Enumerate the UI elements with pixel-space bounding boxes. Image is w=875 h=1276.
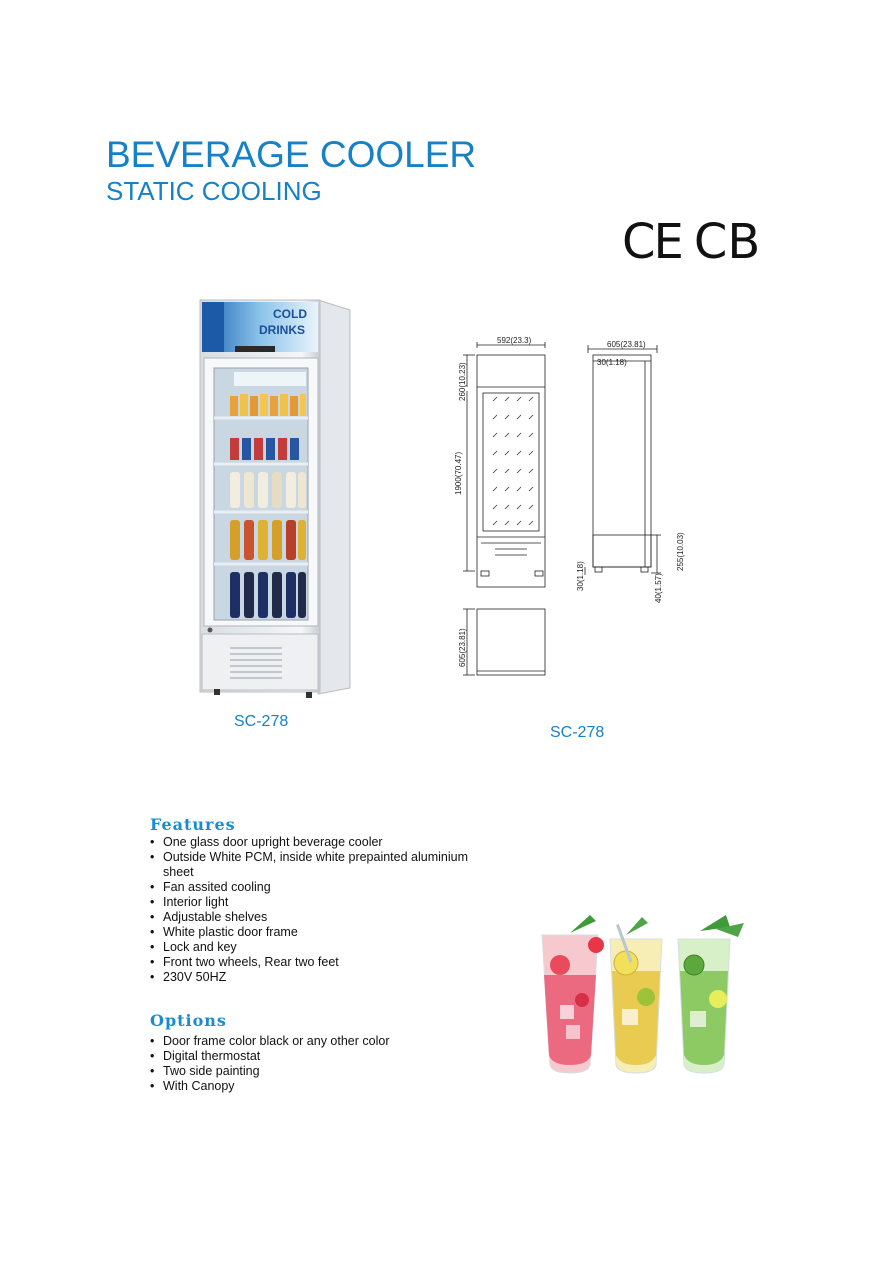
options-heading: Options [150, 1011, 227, 1030]
sign-line-1: COLD [273, 307, 307, 321]
dim-feet: 40(1.57) [654, 573, 663, 603]
list-item: • One glass door upright beverage cooler [150, 835, 493, 850]
drinks-image [530, 905, 755, 1080]
features-list [150, 835, 493, 985]
list-item: • Door frame color black or any other color [150, 1034, 493, 1049]
dim-plan-depth: 605(23.81) [458, 628, 467, 667]
dim-base: 255(10.03) [676, 532, 685, 571]
features-heading: Features [150, 815, 236, 834]
technical-drawing [445, 335, 700, 685]
cooler-photo [190, 296, 360, 701]
dim-canopy: 260(10.23) [458, 362, 467, 401]
list-item: • With Canopy [150, 1079, 493, 1094]
dim-width: 592(23.3) [497, 336, 532, 345]
page-title: BEVERAGE COOLER [106, 134, 477, 175]
dim-height: 1900(70.47) [454, 451, 463, 495]
ce-mark-icon: CE [622, 214, 682, 270]
product-photo-caption: SC-278 [234, 713, 289, 730]
list-item: • Front two wheels, Rear two feet [150, 955, 493, 970]
list-item: • Outside White PCM, inside white prepainted aluminium sheet [150, 850, 493, 880]
dim-wheel: 30(1.18) [576, 561, 585, 591]
list-item: • 230V 50HZ [150, 970, 493, 985]
lemon-drink-icon [610, 917, 662, 1073]
list-item: • Two side painting [150, 1064, 493, 1079]
list-item: • Digital thermostat [150, 1049, 493, 1064]
kiwi-drink-icon [678, 915, 744, 1073]
list-item: • Lock and key [150, 940, 493, 955]
list-item: • Adjustable shelves [150, 910, 493, 925]
drawing-caption: SC-278 [550, 724, 605, 741]
list-item: • Interior light [150, 895, 493, 910]
list-item: • White plastic door frame [150, 925, 493, 940]
page-subtitle: STATIC COOLING [106, 176, 322, 206]
options-list [150, 1034, 493, 1094]
certification-marks [622, 214, 760, 270]
dim-depth-inset: 30(1.18) [597, 358, 627, 367]
sign-line-2: DRINKS [258, 323, 306, 337]
dim-depth: 605(23.81) [607, 340, 646, 349]
cb-mark-icon: CB [693, 214, 761, 270]
red-drink-icon [542, 915, 604, 1073]
list-item: • Fan assited cooling [150, 880, 493, 895]
